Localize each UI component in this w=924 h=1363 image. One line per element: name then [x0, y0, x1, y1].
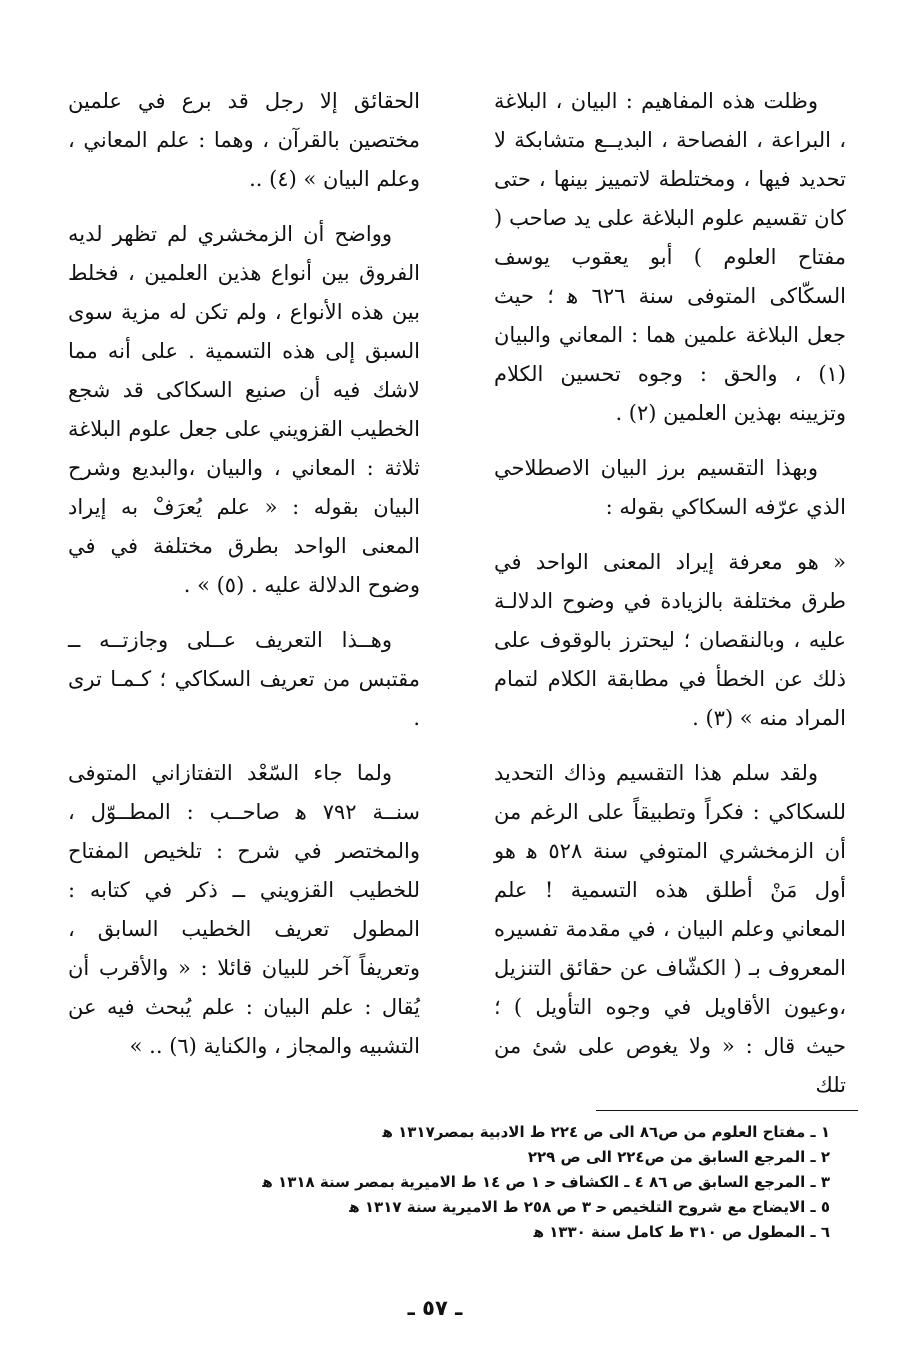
left-column [68, 82, 420, 1082]
footnote: ٢ ـ المرجع السابق من ص٢٢٤ الى ص ٢٢٩ [527, 1148, 830, 1166]
paragraph: وواضح أن الزمخشري لم تظهر لديه الفروق بين أنواع هذين العلمين ، فخلط بين هذه الأنواع ، ولم تكن له مزية سوى السبق إلى هذه التسمية . على أنه مما لاشك فيه أن صنيع السكاكى قد شجع الخطيب القزويني على جعل علوم البلاغة ثلاثة : المعاني ، والبيان ،والبديع وشرح البيان بقوله : « علم يُعرَفْ به إيراد المعنى الواحد بطرق مختلفة في في وضوح الدلالة عليه . (٥) » . [68, 222, 420, 597]
right-column [494, 82, 846, 1121]
footnotes [60, 1120, 830, 1245]
paragraph: وبهذا التقسيم برز البيان الاصطلاحي الذي عرّفه السكاكي بقوله : [494, 456, 846, 519]
footnote: ٦ ـ المطول ص ٣١٠ ط كامل سنة ١٣٣٠ ﻫ [533, 1223, 830, 1241]
paragraph: الحقائق إلا رجل قد برع في علمين مختصين بالقرآن ، وهما : علم المعاني ، وعلم البيان » (٤) .. [68, 89, 420, 191]
paragraph: ولما جاء السّعْد التفتازاني المتوفى سنــة ٧٩٢ ﻫ صاحــب : المطــوّل ، والمختصر في شرح : تلخيص المفتاح للخطيب القزويني ــ ذكر في كتابه : المطول تعريف الخطيب السابق ، وتعريفاً آخر للبيان قائلا : « والأقرب أن يُقال : علم البيان : علم يُبحث فيه عن التشبيه والمجاز ، والكناية (٦) .. » [68, 761, 421, 1058]
paragraph: وظلت هذه المفاهيم : البيان ، البلاغة ، البراعة ، الفصاحة ، البديــع متشابكة لا تحديد فيها ، ومختلطة لاتمييز بينها ، حتى كان تقسيم علوم البلاغة على يد صاحب ( مفتاح العلوم ) أبو يعقوب يوسف السكّاكى المتوفى سنة ٦٢٦ ﻫ ؛ حيث جعل البلاغة علمين هما : المعاني والبيان (١) ، والحق : وجوه تحسين الكلام وتزيينه بهذين العلمين (٢) . [494, 89, 846, 425]
footnote-divider [596, 1110, 858, 1111]
footnote: ١ ـ مفتاح العلوم من ص٨٦ الى ص ٢٢٤ ط الادبية بمصر١٣١٧ ﻫ [382, 1123, 830, 1141]
paragraph: ولقد سلم هذا التقسيم وذاك التحديد للسكاكي : فكراً وتطبيقاً على الرغم من أن الزمخشري المتوفي سنة ٥٢٨ ﻫ هو أول مَنْ أطلق هذه التسمية ! علم المعاني وعلم البيان ، في مقدمة تفسيره المعروف بـ ( الكشّاف عن حقائق التنزيل ،وعيون الأقاويل في وجوه التأويل ) ؛ حيث قال : « ولا يغوص على شئ من تلك [494, 761, 846, 1097]
footnote: ٣ ـ المرجع السابق ص ٨٦ ٤ ـ الكشاف ﺣ ١ ص ١٤ ط الاميرية بمصر سنة ١٣١٨ ﻫ [262, 1173, 830, 1191]
footnote: ٥ ـ الايضاح مع شروح التلخيص ﺣ ٣ ص ٢٥٨ ط الاميرية سنة ١٣١٧ ﻫ [349, 1198, 830, 1216]
paragraph: وهــذا التعريف عــلى وجازتــه ــ مقتبس من تعريف السكاكي ؛ كـمـا ترى . [68, 628, 420, 730]
quotation: « هو معرفة إيراد المعنى الواحد في طرق مختلفة بالزيادة في وضوح الدلالـة عليه ، وبالنقصان ؛ ليحترز بالوقوف على ذلك عن الخطأ في مطابقة الكلام لتمام المراد منه » (٣) . [494, 550, 846, 730]
page-number: ـ ٥٧ ـ [407, 1296, 463, 1320]
